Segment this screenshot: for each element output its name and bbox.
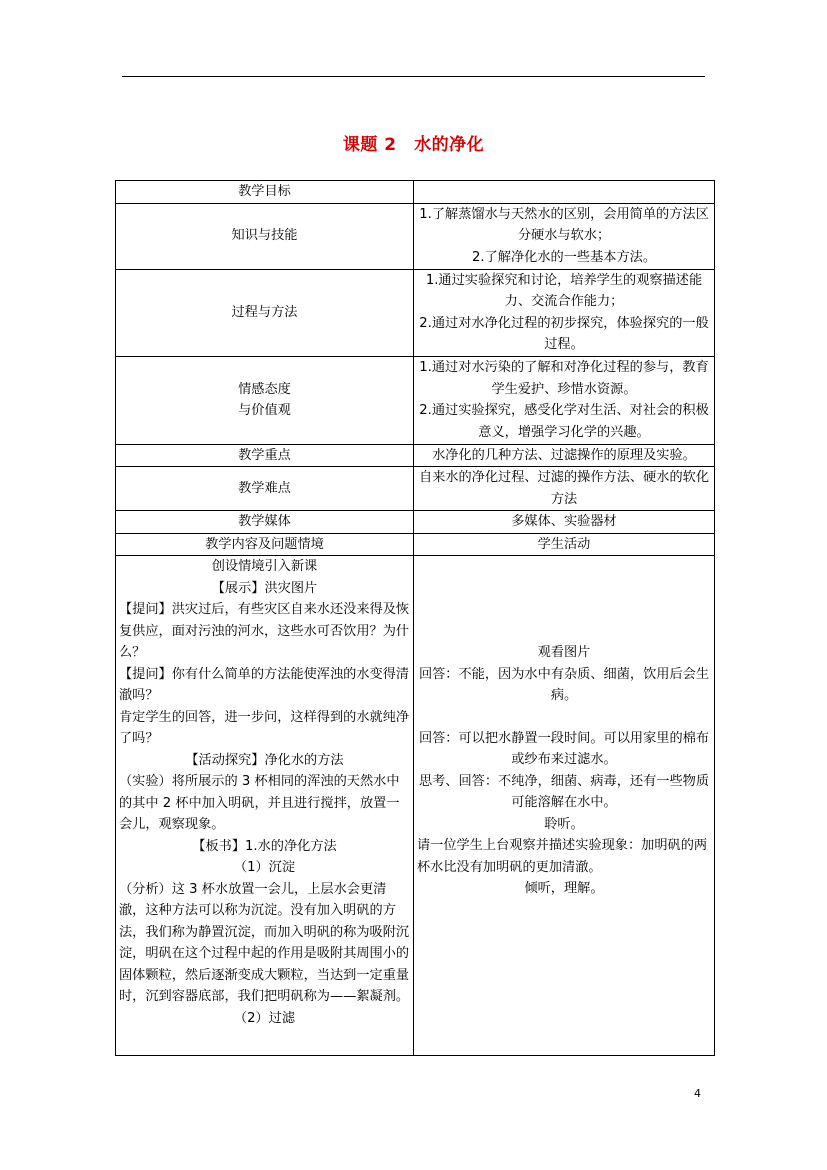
table-row [116, 444, 715, 467]
emotion-label-line: 情感态度 [238, 381, 291, 397]
emotion-line: 2.通过实验探究，感受化学对生活、对社会的积极意义，增强学习化学的兴趣。 [419, 403, 709, 440]
activity-line: 思考、回答：不纯净，细菌、病毒，还有一些物质可能溶解在水中。 [418, 773, 710, 810]
page-number: 4 [694, 1087, 701, 1100]
objectives-header: 教学目标 [116, 181, 414, 204]
content-line: 【提问】洪灾过后，有些灾区自来水还没来得及恢复供应，面对污浊的河水，这些水可否饮用？为什么？ [119, 602, 410, 660]
key-point-label: 教学重点 [116, 444, 414, 467]
content-line: 【提问】你有什么简单的方法能使浑浊的水变得清澈吗？ [119, 666, 410, 703]
knowledge-line: 1.了解蒸馏水与天然水的区别，会用简单的方法区分硬水与软水； [419, 206, 709, 244]
content-line: 【板书】1.水的净化方法 [192, 838, 337, 854]
column-header-content: 教学内容及问题情境 [116, 533, 414, 556]
knowledge-line: 2.了解净化水的一些基本方法。 [471, 249, 657, 265]
emotion-line: 1.通过对水污染的了解和对净化过程的参与，教育学生爱护、珍惜水资源。 [419, 360, 709, 397]
header-rule [122, 76, 705, 77]
emotion-content [414, 356, 715, 444]
activity-line: 观看图片 [537, 645, 591, 660]
key-point-value: 水净化的几种方法、过滤操作的原理及实验。 [414, 444, 715, 467]
column-header-activity: 学生活动 [414, 533, 715, 556]
activity-line: 回答：可以把水静置一段时间。可以用家里的棉布或纱布来过滤水。 [418, 730, 710, 767]
difficulty-value: 自来水的净化过程、过滤的操作方法、硬水的软化方法 [414, 467, 715, 511]
content-line: 创设情境引入新课 [211, 559, 318, 574]
process-content [414, 269, 715, 356]
difficulty-label: 教学难点 [116, 467, 414, 511]
media-label: 教学媒体 [116, 511, 414, 534]
knowledge-content [414, 203, 715, 269]
table-row [116, 467, 715, 511]
table-row [116, 356, 715, 444]
emotion-label-line: 与价值观 [238, 403, 291, 418]
content-line: （实验）将所展示的 3 杯相同的浑浊的天然水中的其中 2 杯中加入明矾，并且进行搅拌，放置一会儿，观察现象。 [119, 774, 400, 832]
objectives-header-empty [414, 181, 715, 204]
content-line: （1）沉淀 [233, 860, 296, 875]
activity-line: 请一位学生上台观察并描述实验现象：加明矾的两杯水比没有加明矾的更加清澈。 [417, 838, 708, 875]
table-row [116, 181, 715, 204]
activity-line: 回答：不能，因为水中有杂质、细菌，饮用后会生病。 [418, 666, 710, 703]
process-label: 过程与方法 [116, 269, 414, 356]
lesson-plan-table [115, 180, 715, 1056]
table-row [116, 533, 715, 556]
content-line: 【展示】洪灾图片 [211, 580, 318, 596]
table-row [116, 269, 715, 356]
page-title: 课题 2 水的净化 [342, 135, 485, 155]
table-row [116, 203, 715, 269]
student-activity-cell [414, 556, 715, 1056]
content-line: （2）过滤 [233, 1010, 296, 1026]
teaching-content-cell [116, 556, 414, 1056]
content-line: （分析）这 3 杯水放置一会儿，上层水会更清澈，这种方法可以称为沉淀。没有加入明矾的方法，我们称为静置沉淀，而加入明矾的称为吸附沉淀，明矾在这个过程中起的作用是吸附其周围小的固体颗粒，然后逐渐变成大颗粒，当达到一定重量时，沉到容器底部，我们把明矾称为——絮凝剂。 [119, 881, 410, 1004]
activity-line: 聆听。 [544, 816, 584, 832]
media-value: 多媒体、实验器材 [414, 511, 715, 534]
content-line: 【活动探究】净化水的方法 [185, 752, 344, 768]
knowledge-label: 知识与技能 [116, 203, 414, 269]
table-row [116, 556, 715, 1056]
process-line: 2.通过对水净化过程的初步探究，体验探究的一般过程。 [419, 315, 709, 352]
content-line: 肯定学生的回答，进一步问，这样得到的水就纯净了吗？ [119, 709, 410, 746]
table-row [116, 511, 715, 534]
process-line: 1.通过实验探究和讨论，培养学生的观察描述能力、交流合作能力； [425, 272, 703, 309]
emotion-label [116, 356, 414, 444]
activity-line: 倾听，理解。 [524, 881, 604, 896]
